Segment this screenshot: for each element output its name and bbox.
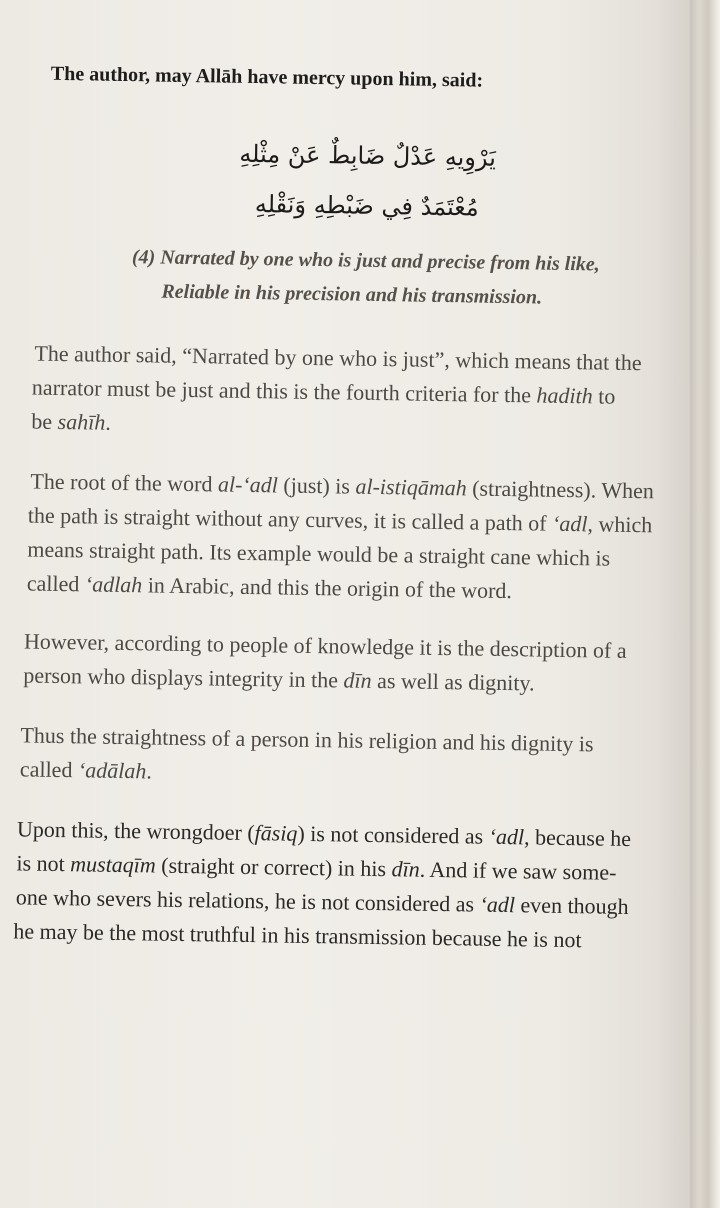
paragraph-4-line-2: called ‘adālah.	[19, 756, 153, 784]
paragraph-4-line-1: Thus the straightness of a person in his religion and his dignity is	[20, 722, 594, 757]
paragraph-2-line-1: The root of the word al-‘adl (just) is al-istiqāmah (straightness). When	[30, 468, 655, 504]
paragraph-5-line-1: Upon this, the wrongdoer (fāsiq) is not considered as ‘adl, because he	[16, 816, 632, 852]
paragraph-1-line-3: be sahīh.	[31, 408, 112, 435]
paragraph-5-line-3: one who severs his relations, he is not considered as ‘adl even though	[15, 884, 629, 919]
paragraph-2-line-4: called ‘adlah in Arabic, and this the origin of the word.	[26, 570, 513, 604]
paragraph-1-line-2: narrator must be just and this is the fourth criteria for the hadith to	[31, 374, 616, 409]
arabic-verse-line-1: يَرْوِيهِ عَدْلٌ ضَابِطٌ عَنْ مِثْلِهِ	[239, 139, 497, 172]
paragraph-3-line-2: person who displays integrity in the dīn as well as dignity.	[23, 662, 535, 696]
verse-translation-line-2: Reliable in his precision and his transmission.	[161, 280, 543, 309]
paragraph-5-line-2: is not mustaqīm (straight or correct) in his dīn. And if we saw some-	[16, 850, 617, 885]
paragraph-5-line-4: he may be the most truthful in his transmission because he is not	[13, 918, 582, 953]
verse-translation-line-1: (4) Narrated by one who is just and precise from his like,	[131, 246, 600, 276]
paragraph-2-line-3: means straight path. Its example would be a straight cane which is	[27, 536, 611, 571]
paragraph-2-line-2: the path is straight without any curves, it is called a path of ‘adl, which	[27, 502, 653, 538]
paragraph-3-line-1: However, according to people of knowledge it is the description of a	[23, 628, 627, 663]
arabic-verse-line-2: مُعْتَمَدٌ فِي ضَبْطِهِ وَنَقْلِهِ	[254, 190, 479, 222]
paragraph-1-line-1: The author said, “Narrated by one who is just”, which means that the	[34, 340, 642, 376]
section-heading: The author, may Allāh have mercy upon him, said:	[50, 62, 484, 92]
page-edge-shadow	[690, 0, 720, 1208]
